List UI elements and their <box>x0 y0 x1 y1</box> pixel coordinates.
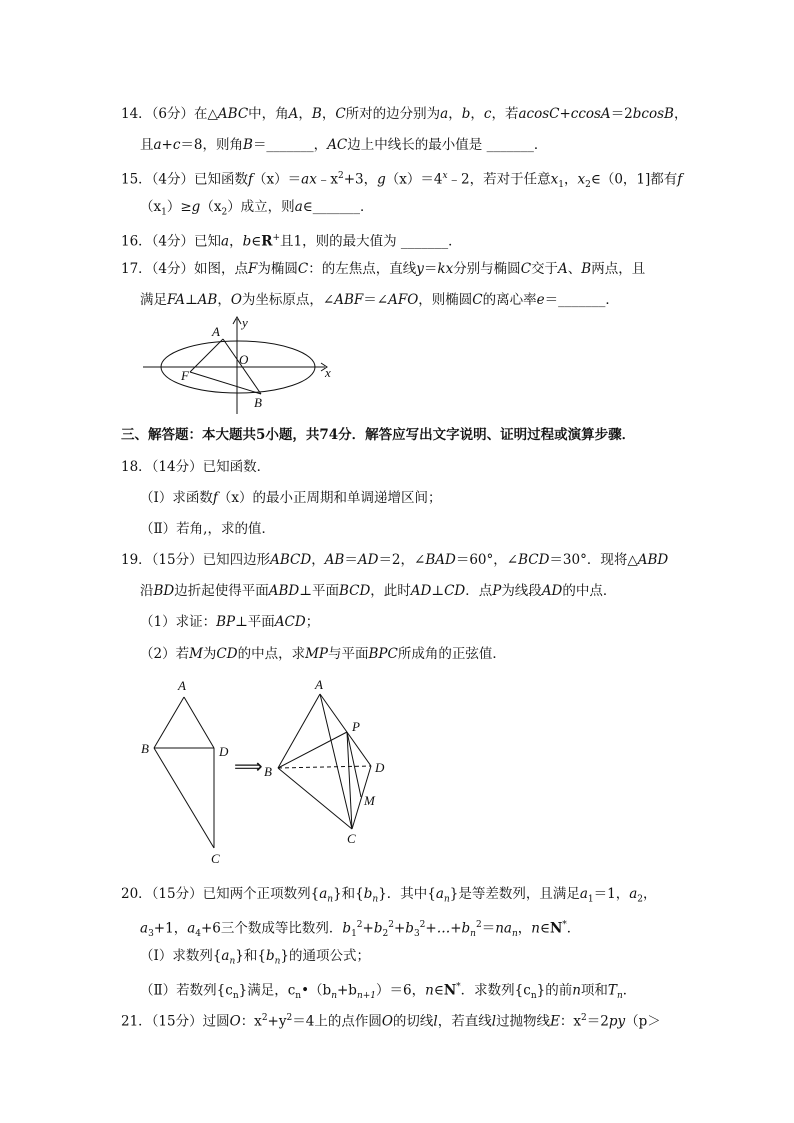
label-D-3d: D <box>375 760 385 775</box>
text: l <box>433 1013 438 1030</box>
text: ＝1， <box>593 886 630 902</box>
text: 15．（4分）已知函数 <box>121 171 249 188</box>
text: ABC <box>217 106 249 122</box>
q19-line-3 <box>140 613 794 631</box>
text: 过抛物线 <box>496 1013 551 1030</box>
text: ：x <box>559 1013 582 1030</box>
text: 边折起使得平面 <box>174 583 269 599</box>
text: +1， <box>153 920 188 937</box>
text: g <box>377 171 386 188</box>
sub: 1 <box>161 207 167 218</box>
text: b <box>342 920 352 937</box>
text: 沿 <box>140 583 154 599</box>
sub: n <box>232 991 239 1002</box>
text: ）成立，则 <box>227 199 295 215</box>
text: a <box>440 106 449 122</box>
text: （x）的最小正周期和单调递增区间； <box>217 490 442 506</box>
text: }．其中{ <box>378 886 436 902</box>
text: ABD <box>268 583 300 599</box>
text: ＝_______． <box>544 292 619 308</box>
text: B <box>243 137 253 153</box>
text: AB <box>197 292 218 308</box>
text: ，则椭圆 <box>418 292 473 308</box>
text: +y <box>267 1013 287 1030</box>
text: AD <box>410 583 432 599</box>
sub: 1 <box>558 180 564 191</box>
text: }的前 <box>536 982 573 999</box>
q20-line-1 <box>121 885 794 909</box>
text: N <box>443 982 457 999</box>
text: 20．（15分）已知两个正项数列{ <box>121 886 320 902</box>
text: }满足，c <box>238 982 296 999</box>
text: ＝60°，∠ <box>455 552 519 568</box>
label-A-3d: A <box>315 677 323 692</box>
text: 17．（4分）如图，点 <box>121 261 249 277</box>
edge-AD-3d <box>320 694 371 766</box>
sub: 2 <box>585 180 591 191</box>
text: BD <box>153 583 175 599</box>
text: a <box>221 233 230 250</box>
text: ＝ <box>481 920 496 937</box>
text: bcosB <box>632 106 674 122</box>
text: •（b <box>301 982 332 999</box>
text: E <box>550 1013 560 1030</box>
q15-line-2 <box>140 198 794 222</box>
text: ＝30°．现将△ <box>549 552 638 568</box>
edge-AC-3d <box>320 694 352 829</box>
text: BPC <box>368 646 398 662</box>
text: （x）＝ <box>253 171 302 188</box>
text: ， <box>311 552 325 568</box>
label-F: F <box>181 368 189 383</box>
text: a <box>294 199 303 215</box>
sub: n <box>274 956 281 967</box>
text: f <box>248 171 254 188</box>
label-P-3d: P <box>352 719 360 734</box>
sup: 2 <box>337 171 344 181</box>
text: ， <box>448 106 462 122</box>
text: na <box>495 920 512 937</box>
edge-BC-3d <box>278 768 352 829</box>
text: l <box>491 1013 497 1030</box>
text: ﹣x <box>316 171 338 188</box>
text: F <box>248 261 258 277</box>
label-D: D <box>219 744 229 759</box>
text: a+c <box>153 137 181 153</box>
text: （x <box>200 199 222 215</box>
text: CD <box>444 583 466 599</box>
text: T <box>607 982 617 999</box>
text: ， <box>517 920 532 937</box>
text: a <box>435 886 444 902</box>
text: ∈ <box>251 233 262 250</box>
sup: + <box>272 233 281 243</box>
text: 21．（15分）过圆 <box>121 1013 230 1030</box>
q14-line-2 <box>140 136 794 154</box>
text: ， <box>643 886 657 902</box>
sub: 3 <box>148 929 154 940</box>
text: （p＞ <box>625 1013 661 1030</box>
text: 为 <box>202 646 217 662</box>
text: b <box>242 233 252 250</box>
text: C <box>520 261 532 277</box>
text: f <box>677 171 683 188</box>
text: （x <box>140 199 162 215</box>
text: BP <box>216 614 236 630</box>
text: （Ⅱ）若数列{c <box>140 982 233 999</box>
text: O <box>229 1013 241 1030</box>
text: +6三个数成等比数列． <box>201 920 343 937</box>
text: 14．（6分）在△ <box>121 106 218 122</box>
edge-AD <box>184 697 214 748</box>
text: （2）若 <box>140 646 190 662</box>
label-B-3d: B <box>264 764 272 779</box>
text: A <box>558 261 568 277</box>
q14-line-1 <box>121 105 794 123</box>
text: +b <box>336 982 357 999</box>
text: R <box>261 233 273 250</box>
text: ∈_______． <box>302 199 374 215</box>
text: ＝4上的点作圆 <box>292 1013 382 1030</box>
implies-arrow: ⟹ <box>234 756 263 778</box>
text: P <box>492 583 502 599</box>
sup: 2 <box>581 1013 587 1023</box>
text: BCD <box>518 552 550 568</box>
text: 且1，则的最大值为 _______． <box>280 233 462 250</box>
text: f <box>212 490 218 506</box>
text: ＝∠ <box>363 292 389 308</box>
text: ⊥ <box>184 292 198 308</box>
label-C: C <box>211 851 220 866</box>
text: 所对的边分别为 <box>345 106 441 122</box>
text: x <box>550 171 559 188</box>
text: g <box>191 199 201 215</box>
text: }的通项公式； <box>280 948 371 964</box>
text: a <box>629 886 638 902</box>
q18-line-3: （Ⅱ）若角,，求的值． <box>140 521 275 537</box>
text: ．求数列{c <box>460 982 531 999</box>
text: （Ⅰ）求数列{ <box>140 948 222 964</box>
text: 项和 <box>580 982 608 999</box>
text: ＝ <box>344 552 358 568</box>
text: O <box>230 292 242 308</box>
text: b <box>461 106 471 122</box>
text: 19．（15分）已知四边形 <box>121 552 271 568</box>
text: （1）求证： <box>140 614 217 630</box>
edge-BC <box>154 748 214 848</box>
sup: 2 <box>475 920 482 930</box>
text: 为线段 <box>501 583 542 599</box>
text: ，若 <box>491 106 519 122</box>
text: ABF <box>334 292 364 308</box>
text: ACD <box>274 614 306 630</box>
text: ＝2 <box>610 106 633 122</box>
text: ∈ <box>539 920 550 937</box>
text: 且 <box>140 137 154 153</box>
text: n <box>425 982 434 999</box>
sup: * <box>562 920 567 930</box>
text: n <box>572 982 581 999</box>
q16-line <box>121 229 794 251</box>
q19-line-2 <box>140 582 794 600</box>
text: M <box>189 646 203 662</box>
sub: n <box>530 991 537 1002</box>
q20-line-3 <box>140 947 794 971</box>
text: 边上中线长的最小值是 _______． <box>347 137 548 153</box>
sup: 2 <box>286 1013 293 1023</box>
text: a <box>579 886 588 902</box>
q17-line-1 <box>121 260 794 278</box>
text: a <box>319 886 328 902</box>
q20-line-4 <box>140 978 794 1005</box>
q18-line-1: 18．（14分）已知函数． <box>121 459 271 475</box>
text: （Ⅰ）求函数 <box>140 490 213 506</box>
text: C <box>297 261 309 277</box>
text: ＝2，∠ <box>378 552 426 568</box>
text: 的切线 <box>392 1013 434 1030</box>
text: 16．（4分）已知 <box>121 233 222 250</box>
text: ax <box>301 171 317 188</box>
label-A: A <box>212 324 220 339</box>
sub: n <box>229 956 236 967</box>
text: b <box>265 948 275 964</box>
text: +3， <box>343 171 378 188</box>
text: 满足 <box>140 292 167 308</box>
edge-BD-3d <box>278 766 371 768</box>
text: B <box>311 106 322 122</box>
text: e <box>536 292 545 308</box>
sup: 2 <box>419 920 426 930</box>
sub: n <box>331 991 337 1002</box>
sub: 2 <box>382 929 389 940</box>
text: ∈ <box>433 982 444 999</box>
text: B <box>581 261 592 277</box>
sub: 3 <box>413 929 420 940</box>
text: ⊥平面 <box>235 614 275 630</box>
label-A: A <box>178 678 186 693</box>
q19-line-1 <box>121 551 794 569</box>
sup: 2 <box>388 920 394 930</box>
text: ∈（0，1]都有 <box>590 171 678 188</box>
sub: n+1 <box>356 991 377 1002</box>
q19-line-4 <box>140 645 794 663</box>
text: ）＝6， <box>376 982 426 999</box>
q21-line-1 <box>121 1009 794 1031</box>
text: ，若直线 <box>437 1013 492 1030</box>
text: ，此时 <box>370 583 411 599</box>
text: ABD <box>637 552 669 568</box>
sup: * <box>456 982 461 992</box>
text: +b <box>393 920 414 937</box>
text: kx <box>437 261 454 277</box>
text: 与平面 <box>328 646 369 662</box>
text: C <box>472 292 483 308</box>
text: ， <box>229 233 243 250</box>
text: ：的左焦点，直线 <box>308 261 417 277</box>
text: AB <box>324 552 345 568</box>
text: BCD <box>338 583 371 599</box>
text: 的离心率 <box>482 292 537 308</box>
text: +b <box>362 920 383 937</box>
text: acosC+ccosA <box>518 106 611 122</box>
text: A <box>288 106 299 122</box>
label-C-3d: C <box>347 831 356 846</box>
text: }和{ <box>235 948 266 964</box>
section-heading: 三、解答题：本大题共5小题，共74分．解答应写出文字说明、证明过程或演算步骤． <box>121 427 636 443</box>
text: ， <box>673 106 688 122</box>
text: AD <box>541 583 563 599</box>
text: BAD <box>425 552 456 568</box>
text: b <box>363 886 373 902</box>
ellipse-figure <box>135 312 345 417</box>
text: ）≥ <box>166 199 192 215</box>
q20-line-2 <box>140 916 794 943</box>
text: ＝_______， <box>252 137 328 153</box>
text: （x）＝4 <box>385 171 443 188</box>
q18-line-2 <box>140 489 794 507</box>
sub: 1 <box>351 929 357 940</box>
text: ﹣2，若对于任意 <box>447 171 551 188</box>
text: x <box>577 171 586 188</box>
text: ABCD <box>270 552 312 568</box>
sub: n <box>616 991 623 1002</box>
q15-line-1 <box>121 167 794 194</box>
sub: n <box>511 929 518 940</box>
text: ． <box>622 982 637 999</box>
sub: n <box>372 894 379 905</box>
text: 为椭圆 <box>257 261 298 277</box>
edge-PC-3d <box>347 732 352 829</box>
sup: 2 <box>261 1013 268 1023</box>
text: ：x <box>240 1013 262 1030</box>
label-M-3d: M <box>364 793 375 808</box>
sub: n <box>295 991 302 1002</box>
sub: 1 <box>587 894 594 905</box>
sup: 2 <box>356 920 363 930</box>
sub: n <box>443 894 450 905</box>
text: 的中点． <box>562 583 617 599</box>
text: y <box>416 261 424 277</box>
text: 分别与椭圆 <box>453 261 521 277</box>
text: AD <box>357 552 379 568</box>
text: 交于 <box>531 261 559 277</box>
label-x: x <box>325 365 331 380</box>
text: 为坐标原点，∠ <box>241 292 335 308</box>
text: a <box>221 948 230 964</box>
text: AFO <box>388 292 419 308</box>
text: a <box>187 920 196 937</box>
text: }是等差数列，且满足 <box>449 886 580 902</box>
text: ， <box>298 106 312 122</box>
quadrilateral-figure <box>130 672 400 868</box>
text: 、 <box>567 261 582 277</box>
text: py <box>608 1013 626 1030</box>
text: 的中点，求 <box>237 646 306 662</box>
text: 中，角 <box>248 106 289 122</box>
label-O: O <box>239 352 249 367</box>
text: N <box>549 920 563 937</box>
edge-AB <box>154 697 184 748</box>
text: ， <box>470 106 484 122</box>
text: 两点，且 <box>591 261 646 277</box>
sub: 2 <box>637 894 644 905</box>
text: ； <box>305 614 320 630</box>
text: ⊥ <box>431 583 445 599</box>
sup: x <box>442 171 448 181</box>
text: }和{ <box>333 886 364 902</box>
segment-FB <box>190 372 261 394</box>
label-B: B <box>254 395 262 410</box>
text: C <box>335 106 346 122</box>
text: CD <box>216 646 238 662</box>
text: ， <box>321 106 336 122</box>
q17-line-2 <box>140 291 794 309</box>
text: ． <box>566 920 581 937</box>
sub: n <box>327 894 334 905</box>
sub: 4 <box>195 929 201 940</box>
text: FA <box>167 292 185 308</box>
text: +…+b <box>425 920 471 937</box>
sub: 2 <box>221 207 228 218</box>
text: ＝2 <box>586 1013 609 1030</box>
text: c <box>483 106 492 122</box>
text: a <box>140 920 149 937</box>
text: ， <box>217 292 231 308</box>
label-B: B <box>141 741 149 756</box>
text: ， <box>563 171 578 188</box>
text: ⊥平面 <box>299 583 339 599</box>
text: ＝8，则角 <box>180 137 244 153</box>
text: ．点 <box>465 583 493 599</box>
text: ＝ <box>423 261 438 277</box>
text: O <box>381 1013 393 1030</box>
text: MP <box>305 646 328 662</box>
text: n <box>531 920 540 937</box>
label-y: y <box>242 315 248 330</box>
sub: n <box>470 929 476 940</box>
text: AC <box>327 137 348 153</box>
text: 所成角的正弦值． <box>397 646 506 662</box>
